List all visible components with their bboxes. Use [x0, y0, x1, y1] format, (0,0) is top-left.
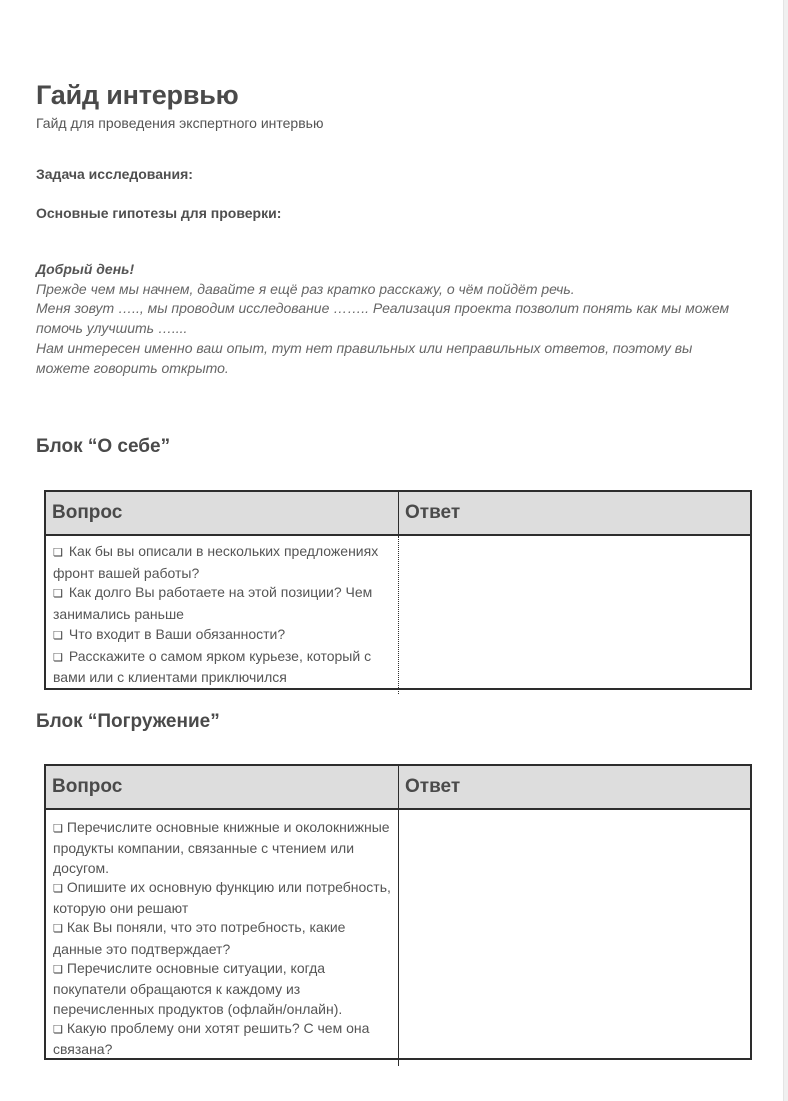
- question-item: [53, 542, 392, 583]
- answer-cell[interactable]: [399, 536, 750, 694]
- question-text: Что входит в Ваши обязанности?: [68, 625, 286, 642]
- checkbox-icon[interactable]: ❏: [53, 964, 63, 977]
- column-header-answer: Ответ: [405, 502, 461, 523]
- column-header-question: Вопрос: [46, 766, 399, 808]
- question-text: Перечислите основные ситуации, когда покупатели обращаются к каждому из перечисленных продуктов (офлайн/онлайн).: [53, 960, 343, 1017]
- hypotheses-label: Основные гипотезы для проверки:: [36, 205, 282, 221]
- checkbox-icon[interactable]: ❏: [53, 629, 63, 642]
- page-edge-scrollbar: [783, 0, 788, 1101]
- checkbox-icon[interactable]: ❏: [53, 882, 63, 895]
- question-text: Расскажите о самом ярком курьезе, который с вами или с клиентами приключился: [53, 647, 372, 686]
- checkbox-icon[interactable]: ❏: [53, 651, 63, 664]
- question-text: Как долго Вы работаете на этой позиции? Чем занимались раньше: [53, 584, 373, 623]
- question-item: [53, 878, 392, 919]
- question-table-about: [44, 490, 752, 690]
- checkbox-icon[interactable]: ❏: [53, 1023, 63, 1036]
- intro-greeting: Добрый день!: [36, 261, 135, 277]
- table-row: [46, 536, 750, 694]
- question-table-immersion: [44, 764, 752, 1060]
- block-title-immersion: Блок “Погружение”: [36, 711, 220, 732]
- question-text: Как Вы поняли, что это потребность, какие данные это подтверждает?: [53, 919, 346, 957]
- question-item: [53, 918, 392, 959]
- question-item: [53, 818, 392, 878]
- checkbox-icon[interactable]: ❏: [53, 923, 63, 936]
- questions-cell: [46, 810, 399, 1066]
- column-header-question: Вопрос: [46, 492, 399, 534]
- question-item: [53, 583, 392, 624]
- question-item: [53, 1019, 392, 1060]
- intro-text: [36, 260, 736, 378]
- question-item: [53, 647, 392, 688]
- page-subtitle: Гайд для проведения экспертного интервью: [36, 115, 324, 131]
- column-header-answer: Ответ: [405, 776, 461, 797]
- question-item: [53, 625, 392, 647]
- research-task-label: Задача исследования:: [36, 166, 193, 182]
- intro-line: Прежде чем мы начнем, давайте я ещё раз кратко расскажу, о чём пойдёт речь.: [36, 280, 575, 297]
- answer-cell[interactable]: [399, 810, 750, 1066]
- intro-line: Меня зовут ….., мы проводим исследование …….. Реализация проекта позволит понять как мы можем помочь улучшить …....: [36, 300, 730, 337]
- page-title: Гайд интервью: [36, 80, 239, 110]
- table-header-row: [46, 766, 750, 810]
- checkbox-icon[interactable]: ❏: [53, 588, 63, 601]
- questions-cell: [46, 536, 399, 694]
- checkbox-icon[interactable]: ❏: [53, 547, 63, 559]
- question-text: Какую проблему они хотят решить? С чем она связана?: [53, 1019, 370, 1058]
- table-row: [46, 810, 750, 1066]
- question-text: Опишите их основную функцию или потребность, которую они решают: [53, 878, 391, 917]
- question-text: Как бы вы описали в нескольких предложениях фронт вашей работы?: [53, 543, 379, 581]
- checkbox-icon[interactable]: ❏: [53, 823, 63, 835]
- intro-line: Нам интересен именно ваш опыт, тут нет правильных или неправильных ответов, поэтому вы можете говорить открыто.: [36, 339, 693, 376]
- table-header-row: [46, 492, 750, 536]
- block-title-about: Блок “О себе”: [36, 436, 171, 457]
- question-item: [53, 959, 392, 1019]
- question-text: Перечислите основные книжные и околокнижные продукты компании, связанные с чтением или досугом.: [53, 819, 390, 876]
